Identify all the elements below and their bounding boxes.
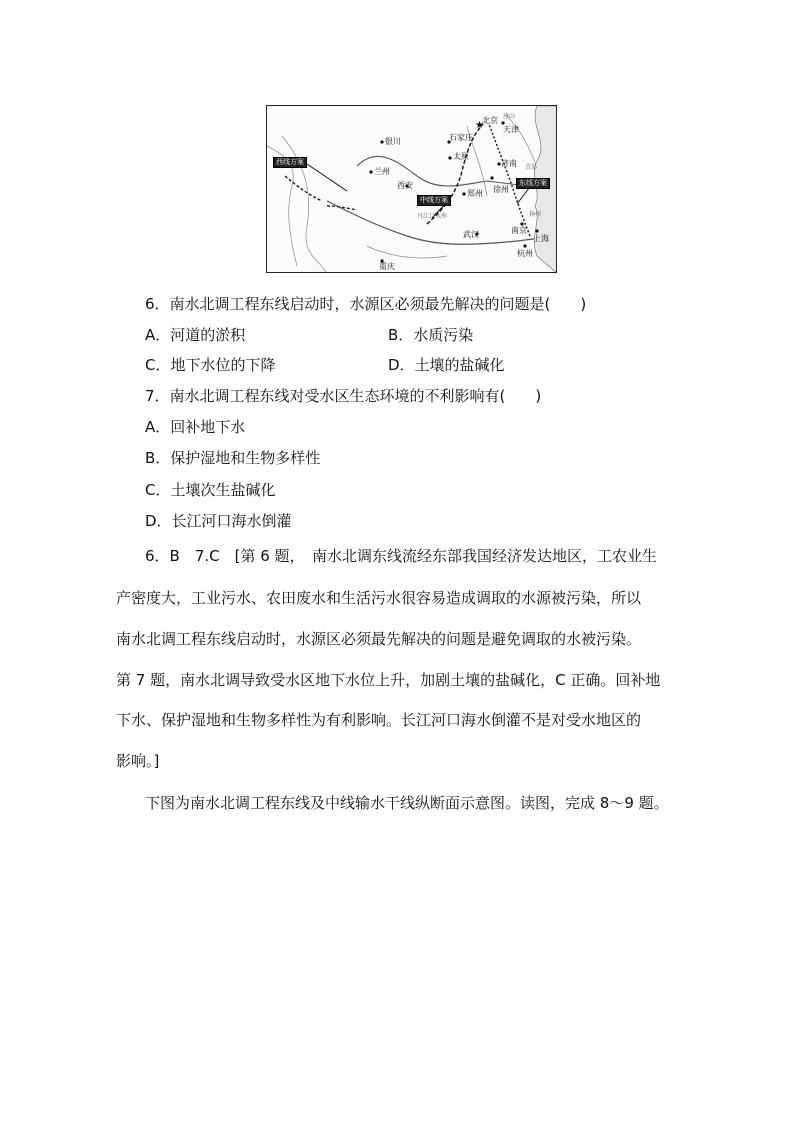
river-line <box>367 246 447 258</box>
question-7-option-a: A．回补地下水 <box>145 418 246 436</box>
answer-line: 产密度大，工业污水、农田废水和生活污水很容易造成调取的水源被污染，所以 <box>116 589 642 607</box>
label-nanjing: 南京 <box>511 226 527 235</box>
label-zhengzhou: 郑州 <box>467 189 483 198</box>
city-dot <box>462 192 465 195</box>
question-6-option-d: D．土壤的盐碱化 <box>388 356 505 374</box>
tag-east-route: 东线方案 <box>516 178 550 189</box>
label-shanghai: 上海 <box>533 234 549 243</box>
label-qingdao: 青岛 <box>525 164 538 171</box>
city-dot <box>523 244 526 247</box>
label-hangzhou: 杭州 <box>517 249 533 258</box>
answer-line: 下水、保护湿地和生物多样性为有利影响。长江河口海水倒灌不是对受水地区的 <box>116 711 642 729</box>
city-dot <box>535 229 538 232</box>
question-6-option-b: B．水质污染 <box>388 326 474 344</box>
label-wuhan: 武汉 <box>463 230 479 239</box>
question-6-option-a: A．河道的淤积 <box>145 326 246 344</box>
city-dot <box>490 176 493 179</box>
label-danjiangkou: 丹江口水库 <box>417 213 448 220</box>
label-tangshan: 唐山 <box>503 113 516 120</box>
capital-star-icon: ★ <box>475 120 484 131</box>
label-tianjin: 天津 <box>503 125 519 134</box>
answer-line: 第 7 题，南水北调导致受水区地下水位上升，加剧土壤的盐碱化，C 正确。回补地 <box>116 671 661 689</box>
west-route-line <box>285 176 357 210</box>
water-transfer-map <box>266 105 557 273</box>
answer-line: 6．B 7.C [第 6 题， 南水北调东线流经东部我国经济发达地区，工农业生 <box>145 547 658 565</box>
label-yangzhou: 扬州 <box>529 211 542 218</box>
sea-area <box>534 106 557 273</box>
label-shijiazhuang: 石家庄 <box>449 133 473 142</box>
pointer-line <box>307 164 347 191</box>
label-lanzhou: 兰州 <box>374 167 390 176</box>
tag-middle-route: 中线方案 <box>417 195 451 206</box>
question-6-stem: 6．南水北调工程东线启动时，水源区必须最先解决的问题是( ) <box>145 295 587 313</box>
city-dot <box>369 170 372 173</box>
question-7-option-d: D．长江河口海水倒灌 <box>145 512 292 530</box>
label-xuzhou: 徐州 <box>493 185 509 194</box>
pointer-line <box>517 188 529 204</box>
city-dot <box>448 156 451 159</box>
question-7-option-c: C．土壤次生盐碱化 <box>145 481 276 499</box>
question-6-option-c: C．地下水位的下降 <box>145 356 276 374</box>
question-7-option-b: B．保护湿地和生物多样性 <box>145 449 321 467</box>
answer-line: 南水北调工程东线启动时，水源区必须最先解决的问题是避免调取的水被污染。 <box>116 630 642 648</box>
answer-line: 影响。] <box>116 752 160 770</box>
city-dot <box>380 140 383 143</box>
question-7-stem: 7．南水北调工程东线对受水区生态环境的不利影响有( ) <box>145 387 542 405</box>
label-jinan: 济南 <box>501 159 517 168</box>
label-xian: 西安 <box>397 181 413 190</box>
label-taiyuan: 太原 <box>453 152 469 161</box>
tag-west-route: 西线方案 <box>273 157 307 168</box>
next-questions-intro: 下图为南水北调工程东线及中线输水干线纵断面示意图。读图，完成 8～9 题。 <box>145 794 669 812</box>
label-chongqing: 重庆 <box>379 262 395 271</box>
label-beijing: 北京 <box>482 116 498 125</box>
label-yinchuan: 银川 <box>385 137 401 146</box>
